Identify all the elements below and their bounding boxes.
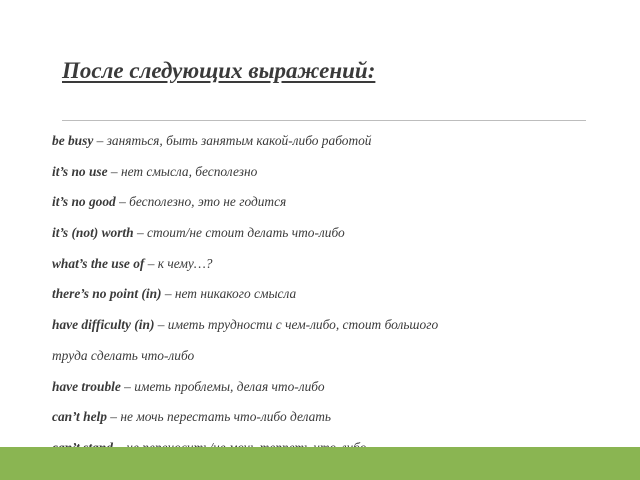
phrase-term: what’s the use of <box>52 255 145 271</box>
phrase-item <box>52 225 438 256</box>
phrase-meaning: – не мочь перестать что-либо делать <box>106 409 332 425</box>
phrase-item <box>52 256 438 287</box>
phrase-term: it’s no good <box>52 194 116 210</box>
phrase-meaning: – бесполезно, это не годится <box>115 194 287 210</box>
phrase-continuation <box>52 348 438 379</box>
phrase-item <box>52 286 438 317</box>
phrase-term: it’s no use <box>52 163 108 179</box>
title-divider <box>62 120 586 121</box>
phrase-meaning: – к чему…? <box>144 255 213 271</box>
phrase-term: have difficulty (in) <box>52 317 155 333</box>
phrase-term: have trouble <box>52 378 121 394</box>
phrase-meaning: – нет никакого смысла <box>161 286 297 302</box>
phrase-list <box>52 133 438 471</box>
phrase-meaning: – иметь проблемы, делая что-либо <box>120 378 325 394</box>
phrase-meaning: – стоит/не стоит делать что-либо <box>133 225 345 241</box>
slide-title: После следующих выражений: <box>62 58 376 83</box>
phrase-item <box>52 194 438 225</box>
phrase-term: it’s (not) worth <box>52 225 134 241</box>
phrase-meaning: – иметь трудности с чем-либо, стоит большого <box>154 317 439 333</box>
phrase-term: can’t help <box>52 409 107 425</box>
phrase-item <box>52 133 438 164</box>
phrase-item <box>52 164 438 195</box>
phrase-item <box>52 409 438 440</box>
phrase-term: be busy <box>52 133 94 148</box>
phrase-item <box>52 317 438 348</box>
phrase-meaning: труда сделать что-либо <box>52 347 195 363</box>
footer-accent-bar <box>0 447 640 480</box>
phrase-meaning: – заняться, быть занятым какой-либо работой <box>93 133 372 148</box>
phrase-item <box>52 379 438 410</box>
phrase-term: there’s no point (in) <box>52 286 162 302</box>
phrase-meaning: – нет смысла, бесполезно <box>107 163 258 179</box>
